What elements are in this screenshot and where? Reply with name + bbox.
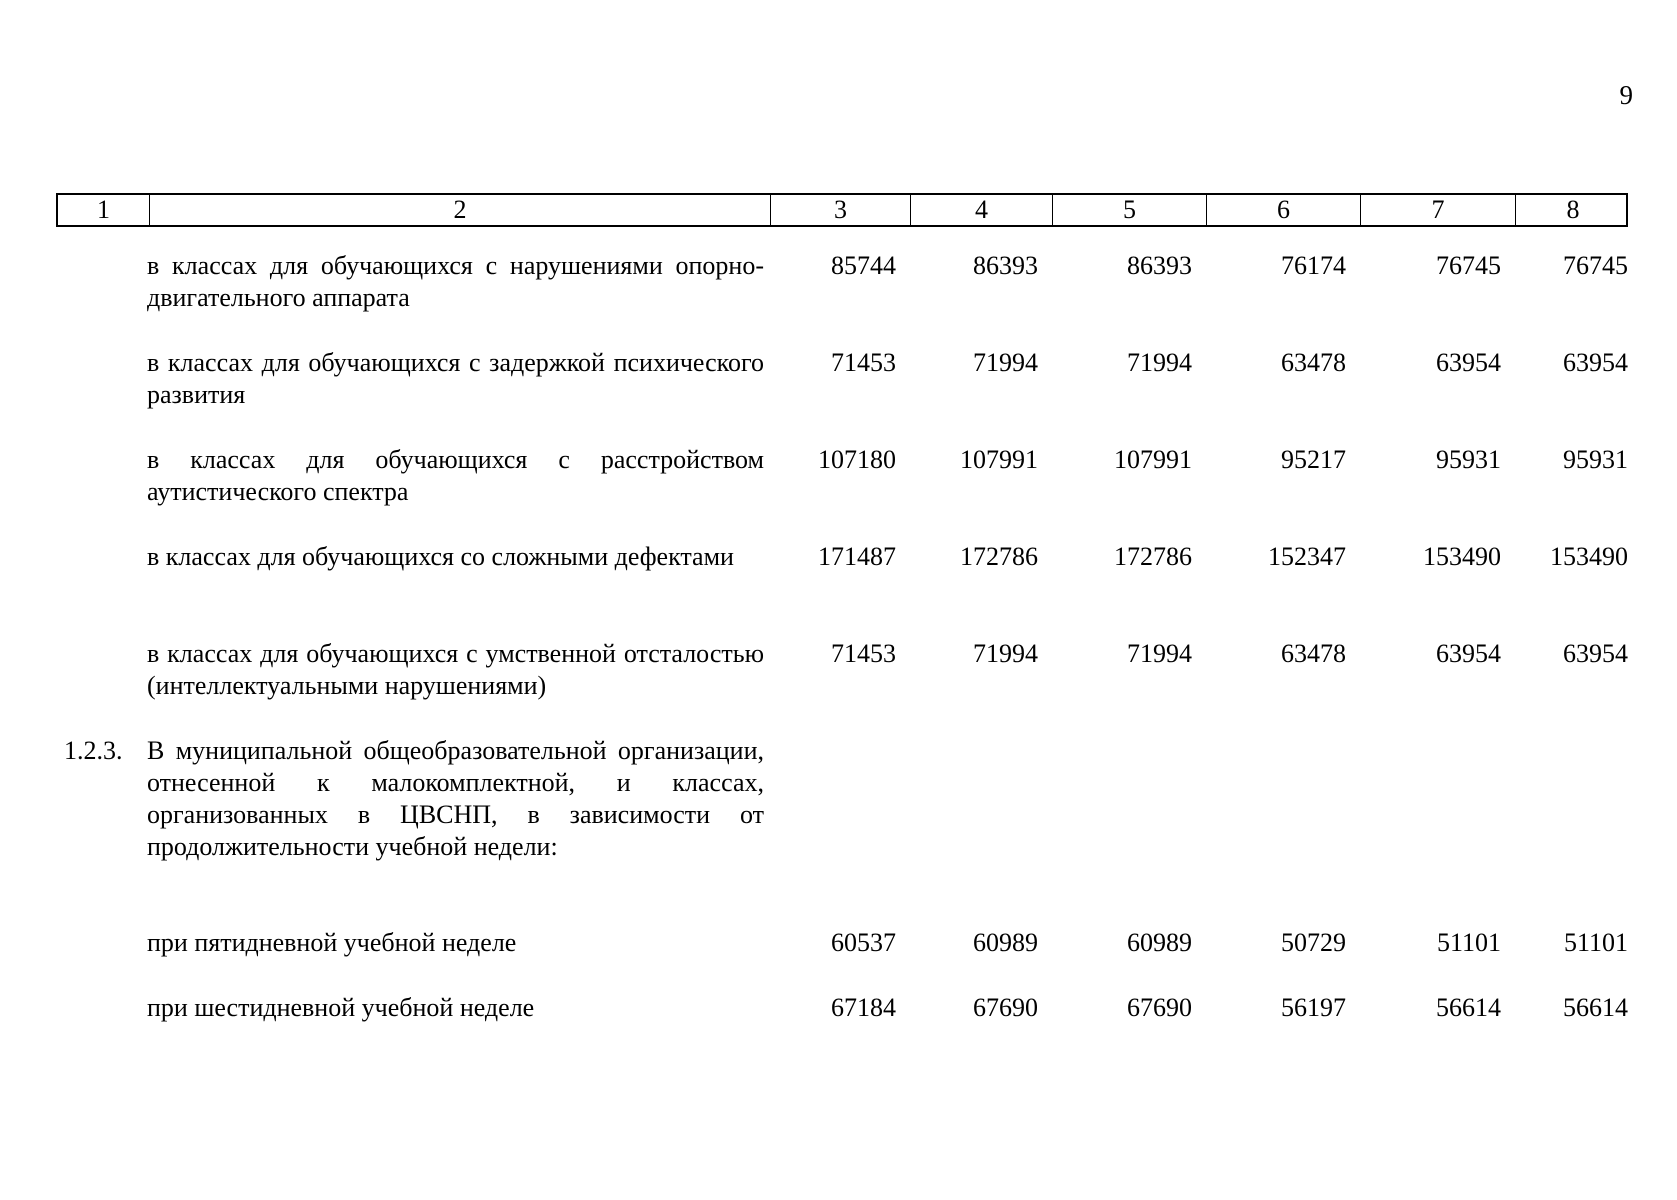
table-row xyxy=(56,992,1628,1057)
value-col-6: 50729 xyxy=(1281,928,1346,957)
value-col-6: 63478 xyxy=(1281,348,1346,377)
row-description: в классах для обучающихся с расстройством аутистического спектра xyxy=(147,445,764,506)
value-col-3: 85744 xyxy=(831,251,896,280)
page-number: 9 xyxy=(1619,80,1633,110)
value-col-6: 152347 xyxy=(1268,542,1346,571)
row-number xyxy=(56,444,147,541)
value-col-4: 71994 xyxy=(973,639,1038,668)
value-col-8: 63954 xyxy=(1563,348,1628,377)
value-col-5: 67690 xyxy=(1127,993,1192,1022)
value-col-3: 60537 xyxy=(831,928,896,957)
value-col-4: 86393 xyxy=(973,251,1038,280)
value-col-3: 171487 xyxy=(818,542,896,571)
table-row xyxy=(56,638,1628,735)
value-col-7: 63954 xyxy=(1436,348,1501,377)
row-number xyxy=(56,992,147,1057)
value-col-4 xyxy=(908,735,1050,927)
value-col-3: 67184 xyxy=(831,993,896,1022)
value-col-3: 71453 xyxy=(831,348,896,377)
header-cell-2: 2 xyxy=(149,195,770,225)
value-col-8: 63954 xyxy=(1563,639,1628,668)
value-col-5 xyxy=(1050,735,1204,927)
row-number xyxy=(56,250,147,347)
header-cell-1: 1 xyxy=(97,195,110,224)
value-col-4: 67690 xyxy=(973,993,1038,1022)
value-col-8: 95931 xyxy=(1563,445,1628,474)
row-number xyxy=(56,927,147,992)
table-row xyxy=(56,444,1628,541)
row-number: 1.2.3. xyxy=(64,736,123,765)
value-col-3: 107180 xyxy=(818,445,896,474)
value-col-4: 60989 xyxy=(973,928,1038,957)
table-header-row xyxy=(56,193,1628,227)
table-row xyxy=(56,250,1628,347)
header-cell-7: 7 xyxy=(1360,195,1515,225)
row-description: при пятидневной учебной неделе xyxy=(147,928,517,957)
value-col-7: 56614 xyxy=(1436,993,1501,1022)
table-row xyxy=(56,927,1628,992)
table-body xyxy=(56,250,1628,1057)
row-description: в классах для обучающихся с умственной отсталостью (интеллектуальными нарушениями) xyxy=(147,639,764,700)
value-col-6: 56197 xyxy=(1281,993,1346,1022)
value-col-8: 51101 xyxy=(1563,928,1628,957)
value-col-5: 60989 xyxy=(1127,928,1192,957)
header-cell-6: 6 xyxy=(1206,195,1360,225)
header-cell-8: 8 xyxy=(1515,195,1630,225)
row-number xyxy=(56,347,147,444)
value-col-5: 86393 xyxy=(1127,251,1192,280)
value-col-7: 51101 xyxy=(1436,928,1501,957)
value-col-4: 107991 xyxy=(960,445,1038,474)
row-number xyxy=(56,638,147,735)
table-row xyxy=(56,541,1628,638)
value-col-5: 172786 xyxy=(1114,542,1192,571)
value-col-7: 76745 xyxy=(1436,251,1501,280)
header-cell-3: 3 xyxy=(770,195,910,225)
row-description: в классах для обучающихся с нарушениями опорно-двигательного аппарата xyxy=(147,251,764,312)
value-col-8 xyxy=(1513,735,1628,927)
row-description: В муниципальной общеобразовательной организации, отнесенной к малокомплектной, и классах, организованных в ЦВСНП, в зависимости от продолжительности учебной недели: xyxy=(147,736,764,861)
value-col-7 xyxy=(1358,735,1513,927)
row-description: в классах для обучающихся со сложными дефектами xyxy=(147,542,734,571)
value-col-4: 71994 xyxy=(973,348,1038,377)
value-col-7: 63954 xyxy=(1436,639,1501,668)
value-col-8: 76745 xyxy=(1563,251,1628,280)
row-number xyxy=(56,541,147,638)
header-cell-5: 5 xyxy=(1052,195,1206,225)
value-col-5: 107991 xyxy=(1114,445,1192,474)
value-col-8: 153490 xyxy=(1550,542,1628,571)
value-col-4: 172786 xyxy=(960,542,1038,571)
value-col-6: 76174 xyxy=(1281,251,1346,280)
value-col-7: 95931 xyxy=(1436,445,1501,474)
value-col-3 xyxy=(768,735,908,927)
value-col-6 xyxy=(1204,735,1358,927)
value-col-5: 71994 xyxy=(1127,348,1192,377)
value-col-7: 153490 xyxy=(1423,542,1501,571)
value-col-6: 95217 xyxy=(1281,445,1346,474)
row-description: в классах для обучающихся с задержкой психического развития xyxy=(147,348,764,409)
table-row xyxy=(56,347,1628,444)
value-col-8: 56614 xyxy=(1563,993,1628,1022)
value-col-3: 71453 xyxy=(831,639,896,668)
value-col-5: 71994 xyxy=(1127,639,1192,668)
header-cell-4: 4 xyxy=(910,195,1052,225)
row-description: при шестидневной учебной неделе xyxy=(147,993,535,1022)
table-row xyxy=(56,735,1628,927)
value-col-6: 63478 xyxy=(1281,639,1346,668)
